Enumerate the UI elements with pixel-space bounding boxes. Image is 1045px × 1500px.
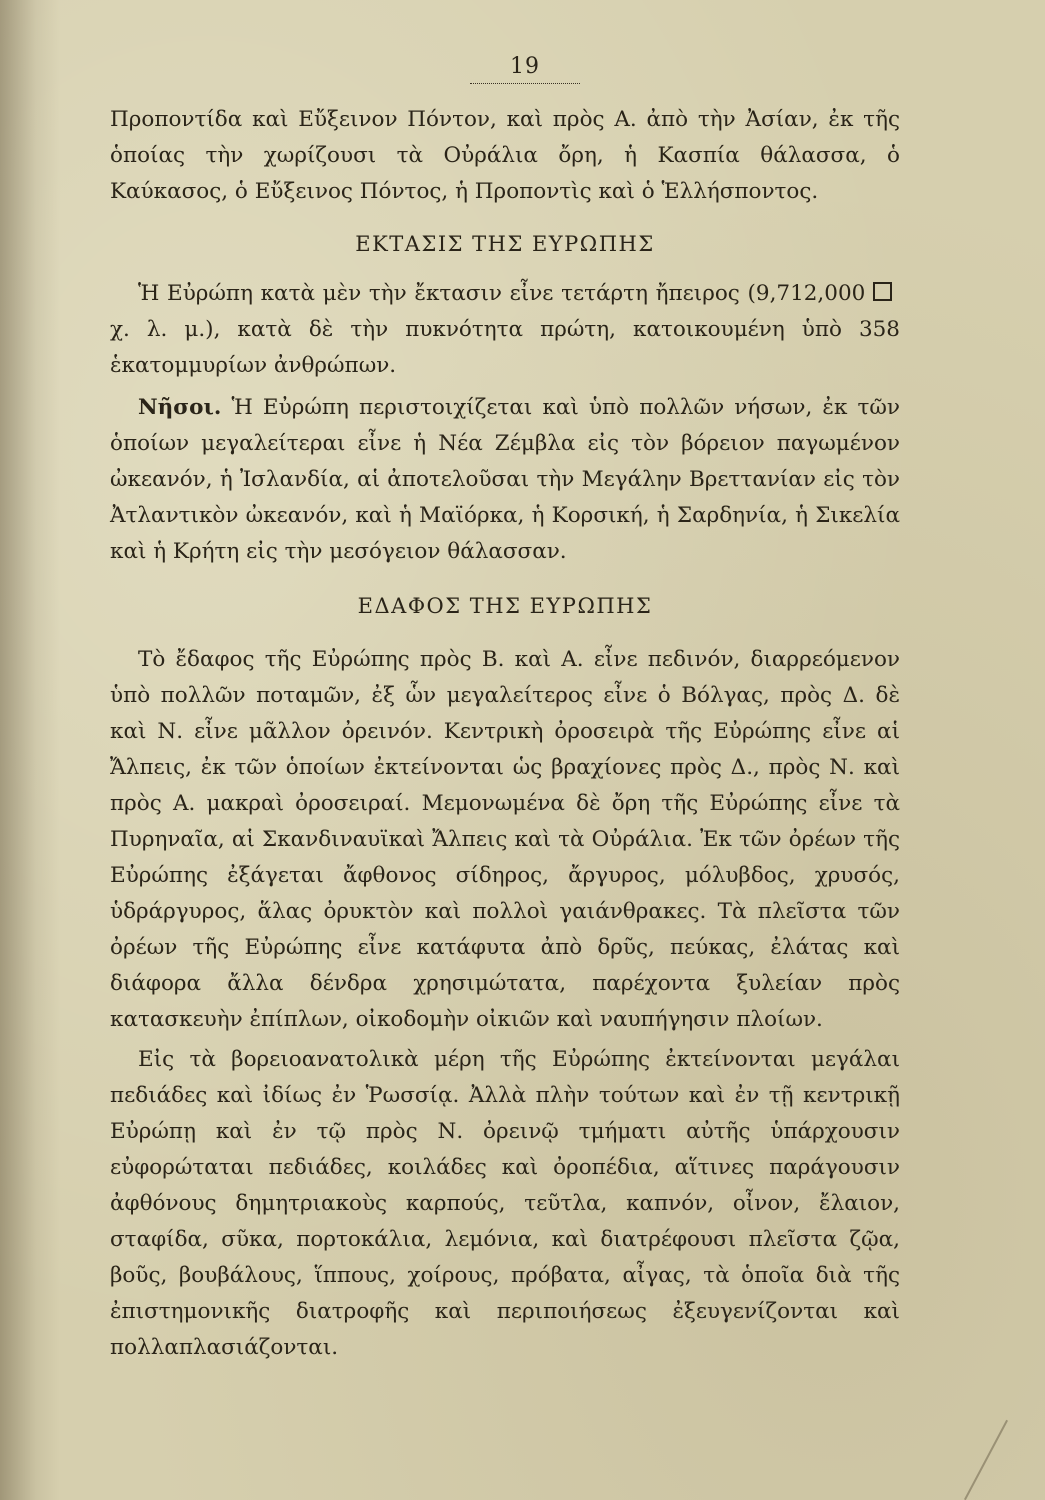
- page-binding-shadow: [0, 0, 60, 1500]
- ektasis-text: Ἡ Εὐρώπη κατὰ μὲν τὴν ἔκτασιν εἶνε τετάρτη ἤπειρος (9,712,000: [138, 281, 866, 306]
- heading-ektasis: ΕΚΤΑΣΙΣ ΤΗΣ ΕΥΡΩΠΗΣ: [355, 232, 655, 256]
- intro-paragraph: Προποντίδα καὶ Εὔξεινον Πόντον, καὶ πρὸς Α. ἀπὸ τὴν Ἀσίαν, ἐκ τῆς ὁποίας τὴν χωρίζουσι τὰ Οὐράλια ὄρη, ἡ Κασπία θάλασσα, ὁ Καύκασος, ὁ Εὔξεινος Πόντος, ἡ Προποντὶς καὶ ὁ Ἑλλήσποντος.: [110, 107, 900, 204]
- voreioanatolika-paragraph: Εἰς τὰ βορειοανατολικὰ μέρη τῆς Εὐρώπης ἐκτείνονται μεγάλαι πεδιάδες καὶ ἰδίως ἐν Ῥωσσίᾳ. Ἀλλὰ πλὴν τούτων καὶ ἐν τῇ κεντρικῇ Εὐρώπῃ καὶ ἐν τῷ πρὸς Ν. ὀρεινῷ τμήματι αὐτῆς ὑπάρχουσιν εὐφορώταται πεδιάδες, κοιλάδες καὶ ὀροπέδια, αἵτινες παράγουσιν ἀφθόνους δημητριακοὺς καρπούς, τεῦτλα, καπνόν, οἶνον, ἔλαιον, σταφίδα, σῦκα, πορτοκάλια, λεμόνια, καὶ διατρέφουσι πλεῖστα ζῷα, βοῦς, βουβάλους, ἵππους, χοίρους, πρόβατα, αἶγας, τὰ ὁποῖα διὰ τῆς ἐπιστημονικῆς διατροφῆς καὶ περιποιήσεως ἐξευγενίζονται καὶ πολλαπλασιάζονται.: [110, 1047, 900, 1360]
- edafos-paragraph: Τὸ ἔδαφος τῆς Εὐρώπης πρὸς Β. καὶ Α. εἶνε πεδινόν, διαρρεόμενον ὑπὸ πολλῶν ποταμῶν, ἐξ ὧν μεγαλείτερος εἶνε ὁ Βόλγας, πρὸς Δ. δὲ καὶ Ν. εἶνε μᾶλλον ὀρεινόν. Κεντρικὴ ὀροσειρὰ τῆς Εὐρώπης εἶνε αἱ Ἄλπεις, ἐκ τῶν ὁποίων ἐκτείνονται ὡς βραχίονες πρὸς Δ., πρὸς Ν. καὶ πρὸς Α. μακραὶ ὀροσειραί. Μεμονωμένα δὲ ὄρη τῆς Εὐρώπης εἶνε τὰ Πυρηναῖα, αἱ Σκανδιναυϊκαὶ Ἄλπεις καὶ τὰ Οὐράλια. Ἐκ τῶν ὀρέων τῆς Εὐρώπης ἐξάγεται ἄφθονος σίδηρος, ἄργυρος, μόλυβδος, χρυσός, ὑδράργυρος, ἅλας ὀρυκτὸν καὶ πολλοὶ γαιάνθρακες. Τὰ πλεῖστα τῶν ὀρέων τῆς Εὐρώπης εἶνε κατάφυτα ἀπὸ δρῦς, πεύκας, ἐλάτας καὶ διάφορα ἄλλα δένδρα χρησιμώτατα, παρέχοντα ξυλείαν πρὸς κατασκευὴν ἐπίπλων, οἰκοδομὴν οἰκιῶν καὶ ναυπήγησιν πλοίων.: [110, 647, 900, 1032]
- book-page: [110, 48, 900, 1366]
- ektasis-text-continued: χ. λ. μ.), κατὰ δὲ τὴν πυκνότητα πρώτη, κατοικουμένη ὑπὸ 358 ἑκατομμυρίων ἀνθρώπων.: [110, 317, 900, 378]
- page-number-rule: [470, 83, 580, 84]
- nisoi-paragraph: [110, 390, 900, 570]
- nisoi-text: Ἡ Εὐρώπη περιστοιχίζεται καὶ ὑπὸ πολλῶν νήσων, ἐκ τῶν ὁποίων μεγαλείτεραι εἶνε ἡ Νέα Ζέμβλα εἰς τὸν βόρειον παγωμένον ὠκεανόν, ἡ Ἰσλανδία, αἱ ἀποτελοῦσαι τὴν Μεγάλην Βρεττανίαν εἰς τὸν Ἀτλαντικὸν ὠκεανόν, καὶ ἡ Μαϊόρκα, ἡ Κορσική, ἡ Σαρδηνία, ἡ Σικελία καὶ ἡ Κρήτη εἰς τὴν μεσόγειον θάλασσαν.: [110, 395, 900, 564]
- heading-edafos: ΕΔΑΦΟΣ ΤΗΣ ΕΥΡΩΠΗΣ: [357, 594, 653, 618]
- page-number: 19: [510, 54, 540, 79]
- ektasis-paragraph: [110, 276, 900, 384]
- pencil-mark: [964, 1420, 1008, 1500]
- square-symbol-icon: [873, 282, 892, 301]
- nisoi-label: Νῆσοι.: [138, 395, 222, 420]
